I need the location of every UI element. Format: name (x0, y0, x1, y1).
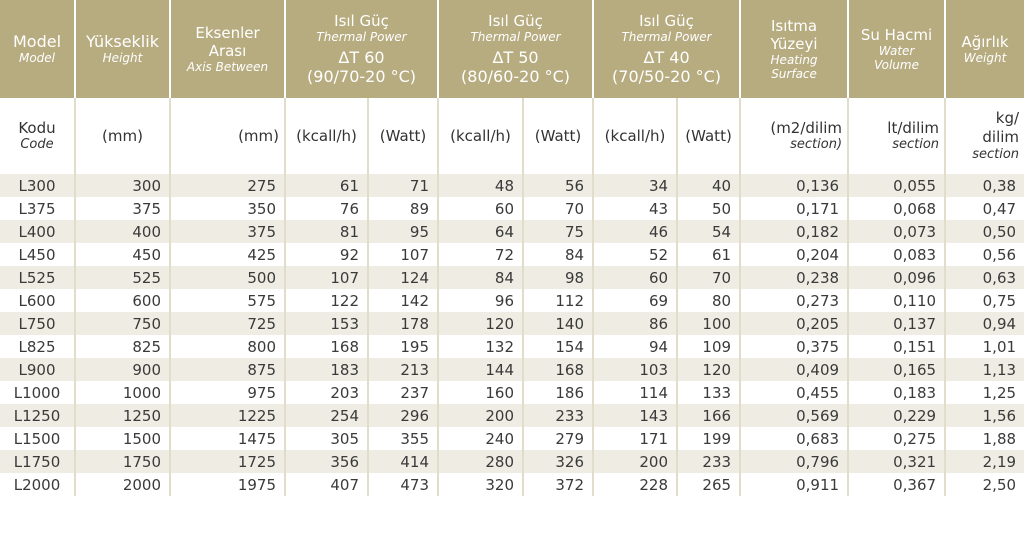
cell-kcal-60: 305 (285, 427, 368, 450)
cell-watt-40: 109 (677, 335, 740, 358)
table-body (0, 174, 1024, 496)
cell-kcal-60: 183 (285, 358, 368, 381)
cell-kcal-40: 69 (593, 289, 677, 312)
cell-kcal-60: 153 (285, 312, 368, 335)
cell-height: 375 (75, 197, 170, 220)
cell-axis-between: 575 (170, 289, 285, 312)
cell-watt-60: 71 (368, 174, 438, 197)
cell-watt-60: 107 (368, 243, 438, 266)
cell-watt-60: 95 (368, 220, 438, 243)
cell-model-code: L900 (0, 358, 75, 381)
cell-kcal-50: 64 (438, 220, 523, 243)
cell-weight: 0,63 (945, 266, 1024, 289)
cell-watt-40: 50 (677, 197, 740, 220)
cell-watt-50: 84 (523, 243, 593, 266)
cell-watt-50: 372 (523, 473, 593, 496)
table-row (0, 289, 1024, 312)
cell-height: 2000 (75, 473, 170, 496)
table-row (0, 404, 1024, 427)
cell-watt-40: 61 (677, 243, 740, 266)
cell-heating-surface: 0,171 (740, 197, 848, 220)
table-row (0, 266, 1024, 289)
header-heating-surface: Isıtma Yüzeyi Heating Surface (740, 0, 848, 98)
unit-code: Kodu Code (0, 98, 75, 174)
cell-watt-60: 414 (368, 450, 438, 473)
cell-watt-60: 213 (368, 358, 438, 381)
cell-height: 600 (75, 289, 170, 312)
cell-axis-between: 1225 (170, 404, 285, 427)
cell-axis-between: 725 (170, 312, 285, 335)
cell-kcal-40: 171 (593, 427, 677, 450)
header-power-60: Isıl Güç Thermal Power ΔT 60 (90/70-20 °C) (285, 0, 438, 98)
cell-kcal-60: 356 (285, 450, 368, 473)
cell-heating-surface: 0,238 (740, 266, 848, 289)
unit-watt-40: (Watt) (677, 98, 740, 174)
cell-axis-between: 375 (170, 220, 285, 243)
cell-heating-surface: 0,182 (740, 220, 848, 243)
cell-kcal-40: 60 (593, 266, 677, 289)
cell-watt-40: 166 (677, 404, 740, 427)
cell-model-code: L600 (0, 289, 75, 312)
cell-watt-60: 142 (368, 289, 438, 312)
cell-weight: 0,56 (945, 243, 1024, 266)
table-row (0, 197, 1024, 220)
cell-axis-between: 1475 (170, 427, 285, 450)
cell-water-volume: 0,321 (848, 450, 945, 473)
cell-kcal-60: 254 (285, 404, 368, 427)
table-row (0, 427, 1024, 450)
cell-model-code: L450 (0, 243, 75, 266)
cell-kcal-50: 200 (438, 404, 523, 427)
header-axis: Eksenler Arası Axis Between (170, 0, 285, 98)
cell-watt-60: 355 (368, 427, 438, 450)
table-row (0, 358, 1024, 381)
cell-watt-60: 178 (368, 312, 438, 335)
cell-watt-50: 75 (523, 220, 593, 243)
cell-model-code: L1750 (0, 450, 75, 473)
cell-heating-surface: 0,796 (740, 450, 848, 473)
cell-watt-50: 70 (523, 197, 593, 220)
cell-height: 1750 (75, 450, 170, 473)
cell-model-code: L825 (0, 335, 75, 358)
cell-weight: 1,56 (945, 404, 1024, 427)
cell-heating-surface: 0,375 (740, 335, 848, 358)
cell-weight: 2,19 (945, 450, 1024, 473)
cell-water-volume: 0,073 (848, 220, 945, 243)
header-model: Model Model (0, 0, 75, 98)
cell-kcal-50: 280 (438, 450, 523, 473)
header-weight: Ağırlık Weight (945, 0, 1024, 98)
cell-kcal-60: 81 (285, 220, 368, 243)
header-height: Yükseklik Height (75, 0, 170, 98)
cell-heating-surface: 0,205 (740, 312, 848, 335)
cell-kcal-50: 96 (438, 289, 523, 312)
header-water-volume: Su Hacmi Water Volume (848, 0, 945, 98)
cell-kcal-40: 200 (593, 450, 677, 473)
cell-kcal-50: 240 (438, 427, 523, 450)
cell-water-volume: 0,367 (848, 473, 945, 496)
unit-kcal-40: (kcall/h) (593, 98, 677, 174)
table-row (0, 473, 1024, 496)
cell-height: 825 (75, 335, 170, 358)
cell-height: 1250 (75, 404, 170, 427)
unit-axis: (mm) (170, 98, 285, 174)
cell-axis-between: 275 (170, 174, 285, 197)
cell-kcal-50: 72 (438, 243, 523, 266)
unit-water: lt/dilim section (848, 98, 945, 174)
cell-kcal-40: 114 (593, 381, 677, 404)
cell-weight: 1,25 (945, 381, 1024, 404)
cell-watt-50: 233 (523, 404, 593, 427)
cell-model-code: L375 (0, 197, 75, 220)
cell-watt-50: 279 (523, 427, 593, 450)
unit-kcal-50: (kcall/h) (438, 98, 523, 174)
cell-model-code: L400 (0, 220, 75, 243)
cell-kcal-60: 92 (285, 243, 368, 266)
cell-water-volume: 0,083 (848, 243, 945, 266)
cell-watt-60: 473 (368, 473, 438, 496)
cell-height: 900 (75, 358, 170, 381)
table-row (0, 312, 1024, 335)
cell-model-code: L525 (0, 266, 75, 289)
cell-kcal-40: 228 (593, 473, 677, 496)
table-row (0, 174, 1024, 197)
cell-kcal-50: 120 (438, 312, 523, 335)
cell-weight: 0,94 (945, 312, 1024, 335)
cell-kcal-60: 76 (285, 197, 368, 220)
cell-height: 300 (75, 174, 170, 197)
cell-watt-40: 233 (677, 450, 740, 473)
cell-kcal-50: 84 (438, 266, 523, 289)
cell-watt-40: 40 (677, 174, 740, 197)
cell-watt-40: 199 (677, 427, 740, 450)
cell-weight: 1,01 (945, 335, 1024, 358)
cell-watt-50: 112 (523, 289, 593, 312)
cell-kcal-60: 203 (285, 381, 368, 404)
cell-weight: 0,50 (945, 220, 1024, 243)
cell-heating-surface: 0,273 (740, 289, 848, 312)
table-row (0, 335, 1024, 358)
cell-water-volume: 0,229 (848, 404, 945, 427)
cell-kcal-60: 61 (285, 174, 368, 197)
header-power-40: Isıl Güç Thermal Power ΔT 40 (70/50-20 °C) (593, 0, 740, 98)
cell-heating-surface: 0,455 (740, 381, 848, 404)
table-row (0, 381, 1024, 404)
cell-kcal-50: 132 (438, 335, 523, 358)
cell-watt-50: 186 (523, 381, 593, 404)
cell-kcal-60: 407 (285, 473, 368, 496)
unit-kcal-60: (kcall/h) (285, 98, 368, 174)
cell-watt-40: 80 (677, 289, 740, 312)
cell-axis-between: 975 (170, 381, 285, 404)
cell-kcal-50: 320 (438, 473, 523, 496)
cell-weight: 2,50 (945, 473, 1024, 496)
cell-kcal-40: 46 (593, 220, 677, 243)
cell-watt-40: 54 (677, 220, 740, 243)
cell-model-code: L1500 (0, 427, 75, 450)
cell-weight: 1,13 (945, 358, 1024, 381)
cell-model-code: L2000 (0, 473, 75, 496)
cell-height: 450 (75, 243, 170, 266)
cell-heating-surface: 0,136 (740, 174, 848, 197)
cell-water-volume: 0,151 (848, 335, 945, 358)
cell-axis-between: 1725 (170, 450, 285, 473)
cell-weight: 1,88 (945, 427, 1024, 450)
unit-watt-60: (Watt) (368, 98, 438, 174)
cell-heating-surface: 0,569 (740, 404, 848, 427)
header-power-50: Isıl Güç Thermal Power ΔT 50 (80/60-20 °C) (438, 0, 593, 98)
cell-model-code: L300 (0, 174, 75, 197)
cell-height: 750 (75, 312, 170, 335)
cell-weight: 0,75 (945, 289, 1024, 312)
cell-axis-between: 425 (170, 243, 285, 266)
cell-kcal-40: 43 (593, 197, 677, 220)
cell-water-volume: 0,110 (848, 289, 945, 312)
cell-kcal-50: 144 (438, 358, 523, 381)
cell-water-volume: 0,068 (848, 197, 945, 220)
cell-watt-50: 56 (523, 174, 593, 197)
cell-water-volume: 0,165 (848, 358, 945, 381)
cell-watt-40: 120 (677, 358, 740, 381)
cell-watt-60: 237 (368, 381, 438, 404)
cell-watt-40: 70 (677, 266, 740, 289)
cell-watt-50: 154 (523, 335, 593, 358)
cell-model-code: L750 (0, 312, 75, 335)
cell-axis-between: 875 (170, 358, 285, 381)
cell-watt-50: 168 (523, 358, 593, 381)
cell-kcal-40: 103 (593, 358, 677, 381)
cell-kcal-40: 34 (593, 174, 677, 197)
cell-height: 400 (75, 220, 170, 243)
header-row (0, 0, 1024, 98)
cell-heating-surface: 0,409 (740, 358, 848, 381)
cell-kcal-60: 168 (285, 335, 368, 358)
cell-kcal-50: 60 (438, 197, 523, 220)
cell-watt-50: 140 (523, 312, 593, 335)
cell-water-volume: 0,055 (848, 174, 945, 197)
cell-heating-surface: 0,204 (740, 243, 848, 266)
unit-heating: (m2/dilim section) (740, 98, 848, 174)
cell-model-code: L1000 (0, 381, 75, 404)
cell-kcal-40: 52 (593, 243, 677, 266)
table-row (0, 243, 1024, 266)
cell-watt-40: 133 (677, 381, 740, 404)
cell-axis-between: 500 (170, 266, 285, 289)
cell-weight: 0,38 (945, 174, 1024, 197)
cell-watt-40: 265 (677, 473, 740, 496)
cell-weight: 0,47 (945, 197, 1024, 220)
table-row (0, 220, 1024, 243)
cell-kcal-40: 94 (593, 335, 677, 358)
cell-kcal-60: 122 (285, 289, 368, 312)
cell-watt-50: 98 (523, 266, 593, 289)
cell-watt-60: 89 (368, 197, 438, 220)
cell-water-volume: 0,096 (848, 266, 945, 289)
cell-heating-surface: 0,683 (740, 427, 848, 450)
unit-weight: kg/ dilim section (972, 109, 1020, 162)
cell-heating-surface: 0,911 (740, 473, 848, 496)
cell-water-volume: 0,275 (848, 427, 945, 450)
cell-axis-between: 800 (170, 335, 285, 358)
cell-water-volume: 0,183 (848, 381, 945, 404)
cell-kcal-40: 143 (593, 404, 677, 427)
cell-watt-50: 326 (523, 450, 593, 473)
cell-axis-between: 350 (170, 197, 285, 220)
unit-watt-50: (Watt) (523, 98, 593, 174)
cell-axis-between: 1975 (170, 473, 285, 496)
cell-model-code: L1250 (0, 404, 75, 427)
cell-kcal-50: 48 (438, 174, 523, 197)
cell-watt-60: 195 (368, 335, 438, 358)
table-row (0, 450, 1024, 473)
cell-height: 1000 (75, 381, 170, 404)
cell-water-volume: 0,137 (848, 312, 945, 335)
cell-kcal-60: 107 (285, 266, 368, 289)
cell-kcal-40: 86 (593, 312, 677, 335)
cell-height: 1500 (75, 427, 170, 450)
cell-watt-60: 124 (368, 266, 438, 289)
cell-height: 525 (75, 266, 170, 289)
cell-kcal-50: 160 (438, 381, 523, 404)
units-row (0, 98, 1024, 174)
cell-watt-60: 296 (368, 404, 438, 427)
cell-watt-40: 100 (677, 312, 740, 335)
unit-height: (mm) (75, 98, 170, 174)
